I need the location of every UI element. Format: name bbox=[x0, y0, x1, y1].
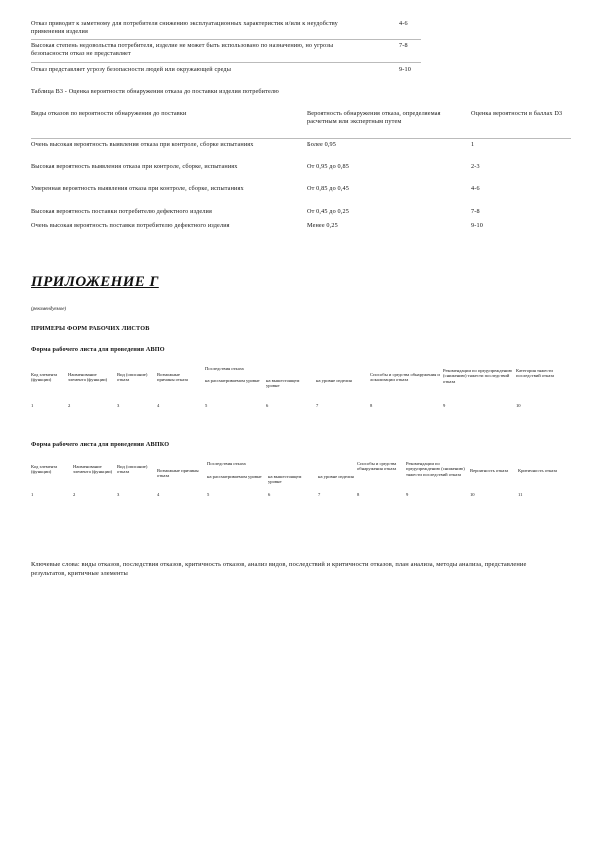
keywords: Ключевые слова: виды отказов, последствия отказов, критичность отказов, анализ видов, последствий и критичности отказов, план анализа, методы анализа, представление результатов, критичные элементы bbox=[31, 561, 527, 577]
divider bbox=[31, 62, 421, 63]
form2-header-cell: Возможные причины отказа bbox=[157, 468, 199, 479]
severity-row-3 bbox=[31, 66, 551, 76]
table-b3-cell-score: 9-10 bbox=[471, 222, 483, 229]
form2-col-number: 5 bbox=[207, 492, 210, 497]
table-b3-cell-type: Очень высокая вероятность поставки потребителю дефектного изделия bbox=[31, 222, 230, 229]
table-row bbox=[31, 141, 571, 159]
form1-col-number: 8 bbox=[370, 403, 373, 408]
form2-header-cell: Критичность отказа bbox=[518, 468, 558, 473]
form1-col-number: 1 bbox=[31, 403, 34, 408]
form2-col-number: 4 bbox=[157, 492, 160, 497]
form1-col-number: 7 bbox=[316, 403, 319, 408]
form1-header-cell: Категория тяжести последствий отказа bbox=[516, 368, 555, 379]
form2-header-cell: Наименование элемента (функции) bbox=[73, 464, 113, 475]
severity-rank: 7-8 bbox=[399, 42, 408, 49]
form2-header-cell: Вероятность отказа bbox=[470, 468, 509, 473]
severity-rank: 9-10 bbox=[399, 66, 411, 73]
severity-desc: Отказ приводит к заметному для потребителя снижению эксплуатационных характеристик и/или к неудобству применения изделия bbox=[31, 20, 338, 35]
form1-header-cell: на вышестоящем уровне bbox=[266, 378, 300, 389]
form1-header-cell: на рассматриваемом уровне bbox=[205, 378, 260, 383]
form1-header-cell: Код элемента (функции) bbox=[31, 372, 58, 383]
table-b3-cell-prob: Менее 0,25 bbox=[307, 222, 338, 229]
table-b3-cell-type: Высокая вероятность выявления отказа при контроле, сборке, испытаниях bbox=[31, 163, 238, 170]
appendix-subtitle: ПРИМЕРЫ ФОРМ РАБОЧИХ ЛИСТОВ bbox=[31, 325, 150, 332]
form2-col-number: 6 bbox=[268, 492, 271, 497]
form2-header-cell: на вышестоящем уровне bbox=[268, 474, 302, 485]
table-b3-cell-score: 2-3 bbox=[471, 163, 480, 170]
form2-header-cell: Способы и средства обнаружения отказа bbox=[357, 461, 397, 472]
form1-col-number: 5 bbox=[205, 403, 208, 408]
form1-col-number: 6 bbox=[266, 403, 269, 408]
form2-header-cell: на уровне изделия bbox=[318, 474, 354, 479]
appendix-note: (рекомендуемое) bbox=[31, 307, 67, 312]
table-row bbox=[31, 163, 571, 181]
table-b3-cell-prob: От 0,95 до 0,85 bbox=[307, 163, 349, 170]
table-b3-cell-score: 1 bbox=[471, 141, 475, 148]
severity-desc: Высокая степень недовольства потребителя, изделие не может быть использовано по назначению, но угрозы безопасности отказ не представляет bbox=[31, 42, 334, 57]
form1-header-cell: Наименование элемента (функции) bbox=[68, 372, 108, 383]
form1-col-number: 4 bbox=[157, 403, 160, 408]
form2-group-header: Последствия отказа bbox=[207, 461, 246, 466]
form1-title: Форма рабочего листа для проведения АВПО bbox=[31, 346, 165, 353]
table-b3-cell-type: Умеренная вероятность выявления отказа при контроле, сборке, испытаниях bbox=[31, 185, 244, 192]
table-b3-cell-score: 7-8 bbox=[471, 208, 480, 215]
form1-header-cell: Способы и средства обнаружения и локализации отказа bbox=[370, 372, 440, 383]
form2-header-cell: Рекомендации по предупреждению (снижению) тяжести последствий отказа bbox=[406, 461, 465, 477]
severity-desc: Отказ представляет угрозу безопасности людей или окружающей среды bbox=[31, 66, 232, 73]
form1-col-number: 9 bbox=[443, 403, 446, 408]
appendix-title: ПРИЛОЖЕНИЕ Г bbox=[31, 274, 159, 290]
table-b3-header-cell: Вероятность обнаружения отказа, определяемая расчетным или экспертным путем bbox=[307, 110, 441, 125]
form2-header-cell: Код элемента (функции) bbox=[31, 464, 58, 475]
table-b3-cell-type: Очень высокая вероятность выявления отказа при контроле, сборке испытаниях bbox=[31, 141, 254, 148]
table-row bbox=[31, 222, 571, 240]
form2-col-number: 3 bbox=[117, 492, 120, 497]
form1-header-cell: на уровне изделия bbox=[316, 378, 352, 383]
severity-row-1 bbox=[31, 20, 551, 38]
severity-rank: 4-6 bbox=[399, 20, 408, 27]
table-b3-header-cell: Виды отказов по вероятности обнаружения до поставки bbox=[31, 110, 187, 117]
form2-col-number: 9 bbox=[406, 492, 409, 497]
form1-header-cell: Рекомендации по предупреждению (снижению) тяжести последствий отказа bbox=[443, 368, 513, 384]
table-b3-cell-score: 4-6 bbox=[471, 185, 480, 192]
form2-col-number: 11 bbox=[518, 492, 523, 497]
table-b3-cell-prob: От 0,85 до 0,45 bbox=[307, 185, 349, 192]
form1-group-header: Последствия отказа bbox=[205, 366, 244, 371]
table-b3-cell-type: Высокая вероятность поставки потребителю дефектного изделия bbox=[31, 208, 212, 215]
form2-col-number: 1 bbox=[31, 492, 34, 497]
table-b3-header bbox=[31, 110, 571, 136]
table-b3-header-cell: Оценка вероятности в баллах D3 bbox=[471, 110, 563, 117]
form1-col-number: 3 bbox=[117, 403, 120, 408]
form2-col-number: 8 bbox=[357, 492, 360, 497]
form2-title: Форма рабочего листа для проведения АВПКО bbox=[31, 441, 170, 448]
table-b3-cell-prob: Более 0,95 bbox=[307, 141, 337, 148]
form2-header-cell: Вид (описание) отказа bbox=[117, 464, 148, 475]
table-b3-cell-prob: От 0,45 до 0,25 bbox=[307, 208, 349, 215]
form1-col-number: 2 bbox=[68, 403, 71, 408]
form2-col-number: 10 bbox=[470, 492, 475, 497]
form2-col-number: 2 bbox=[73, 492, 76, 497]
form1-header-cell: Возможные причины отказа bbox=[157, 372, 188, 383]
table-row bbox=[31, 208, 571, 218]
table-row bbox=[31, 185, 571, 203]
form2-header-cell: на рассматриваемом уровне bbox=[207, 474, 262, 479]
form1-col-number: 10 bbox=[516, 403, 521, 408]
form1-header-cell: Вид (описание) отказа bbox=[117, 372, 148, 383]
divider bbox=[31, 39, 421, 40]
table-b3-caption: Таблица В3 - Оценка вероятности обнаружения отказа до поставки изделия потребителю bbox=[31, 88, 279, 95]
severity-row-2 bbox=[31, 42, 551, 60]
divider bbox=[31, 138, 571, 139]
form2-col-number: 7 bbox=[318, 492, 321, 497]
